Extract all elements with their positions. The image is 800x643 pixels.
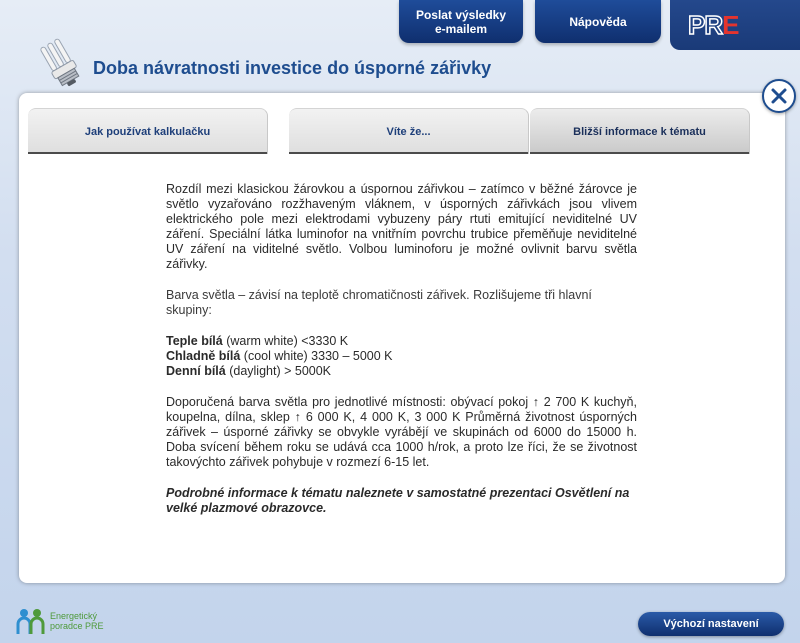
reset-defaults-label: Výchozí nastavení [663, 618, 759, 630]
people-icon [16, 606, 46, 636]
paragraph-light-color: Barva světla – závisí na teplotě chromatičnosti zářivek. Rozlišujeme tři hlavní skupiny: [166, 288, 592, 317]
tab-did-you-know[interactable] [289, 108, 529, 154]
energy-advisor-logo [16, 606, 104, 636]
paragraph-fluorescent-vs-bulb: Rozdíl mezi klasickou žárovkou a úspornou zářivkou – zatímco v běžné žárovce je světlo vyzařováno rozžhaveným vláknem, v úsporných zářivkách jsou vlivem elektrického pole mezi elektrodami vybuzeny páry rtuti emitující neviditelné UV záření. Speciální látka luminofor na vnitřním povrchu trubice přeměňuje neviditelné UV záření na viditelné světlo. Volbou luminoforu je možné ovlivnit barvu světla zářivky. [166, 182, 637, 271]
help-button[interactable] [535, 0, 661, 43]
group-cool-white: Chladně bílá (cool white) 3330 – 5000 K [166, 349, 393, 363]
tab-did-you-know-label: Víte že... [386, 125, 431, 138]
send-email-label: Poslat výsledky e-mailem [415, 7, 507, 36]
close-button[interactable] [762, 79, 796, 113]
close-icon [770, 87, 788, 105]
paragraph-more-info-note: Podrobné informace k tématu naleznete v samostatné prezentaci Osvětlení na velké plazmové obrazovce. [166, 486, 630, 515]
help-label: Nápověda [569, 14, 627, 29]
energy-saving-bulb-icon [40, 38, 84, 92]
color-groups-list [166, 334, 637, 379]
group-daylight: Denní bílá (daylight) > 5000K [166, 364, 332, 378]
tab-how-to-use[interactable] [28, 108, 268, 154]
page-title: Doba návratnosti investice do úsporné zářivky [93, 58, 492, 78]
reset-defaults-button[interactable] [638, 612, 784, 636]
tab-how-to-use-label: Jak používat kalkulačku [84, 125, 211, 138]
pre-logo-text: PRE [688, 9, 739, 40]
tab-more-info[interactable] [530, 108, 750, 154]
group-warm-white: Teple bílá (warm white) <3330 K [166, 334, 349, 348]
paragraph-recommended-color: Doporučená barva světla pro jednotlivé místnosti: obývací pokoj ↑ 2 700 K kuchyň, koupelna, dílna, sklep ↑ 6 000 K, 4 000 K, 3 000 K Průměrná životnost úsporných zářivek – úsporné zářivky se obvykle vyrábějí ve skupinách od 6000 do 15000 h. Doba svícení během roku se udává cca 1000 h/rok, a proto lze říci, že se životnost takovýchto zářivek pohybuje v rozmezí 6-15 let. [166, 395, 637, 469]
tab-more-info-label: Bližší informace k tématu [573, 125, 706, 138]
info-panel [19, 93, 785, 583]
pre-logo [670, 0, 800, 50]
send-email-button[interactable] [399, 0, 523, 43]
info-content [166, 182, 637, 532]
energy-advisor-text: Energetický poradce PRE [50, 611, 104, 631]
